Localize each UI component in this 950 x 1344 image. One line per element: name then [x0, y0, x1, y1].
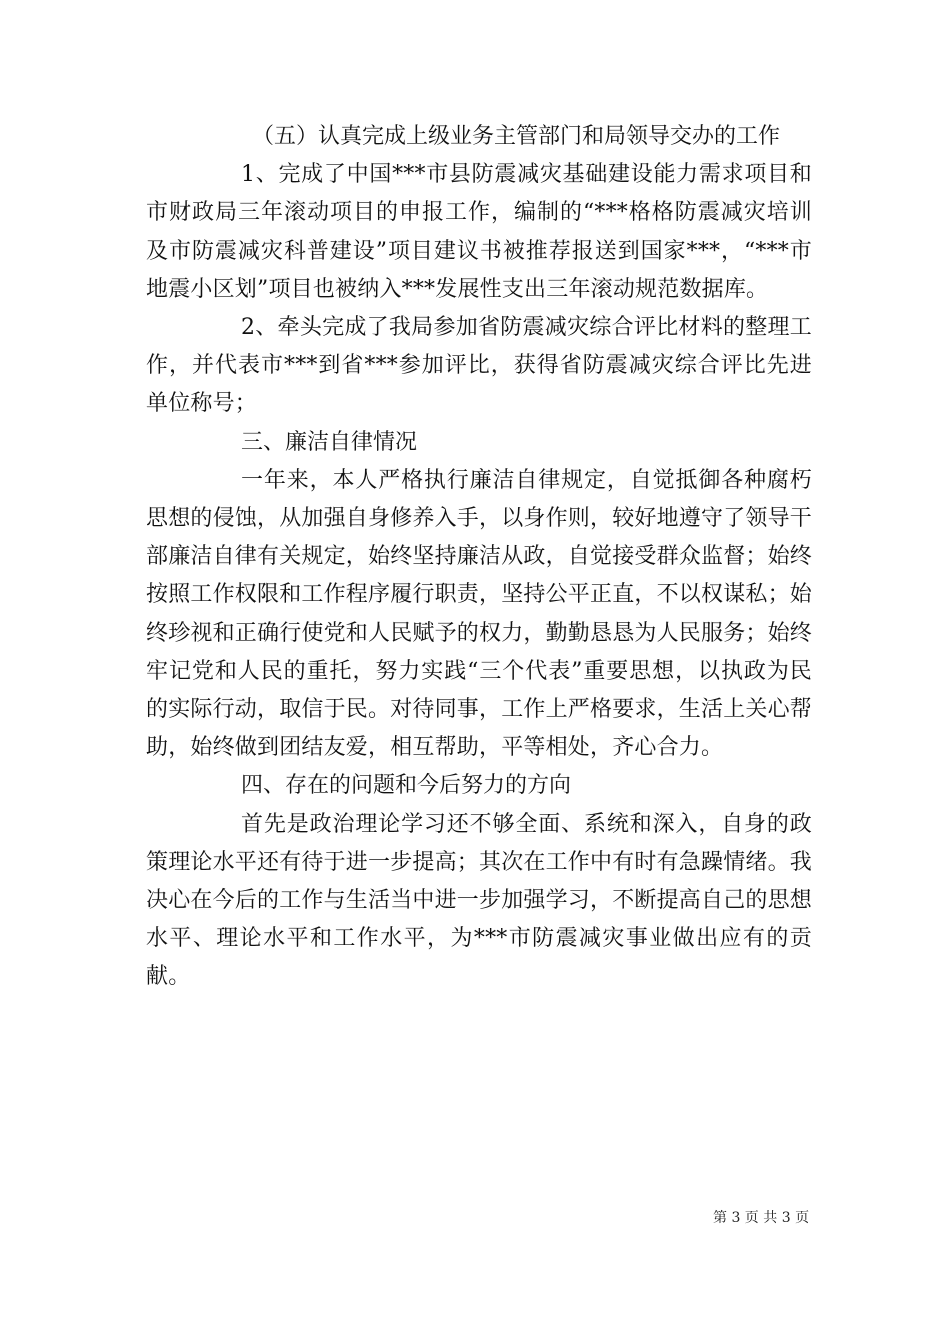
document-body [146, 118, 812, 997]
paragraph-item-1: 1、完成了中国***市县防震减灾基础建设能力需求项目和市财政局三年滚动项目的申报工作，编制的“***格格防震减灾培训及市防震减灾科普建设”项目建议书被推荐报送到国家***，“***市地震小区划”项目也被纳入***发展性支出三年滚动规范数据库。 [146, 162, 812, 302]
section-heading-five: （五）认真完成上级业务主管部门和局领导交办的工作 [252, 124, 781, 149]
heading-integrity: 三、廉洁自律情况 [241, 429, 418, 455]
paragraph-item-2: 2、牵头完成了我局参加省防震减灾综合评比材料的整理工作，并代表市***到省***参加评比，获得省防震减灾综合评比先进单位称号； [146, 315, 812, 417]
page-number: 第 3 页 共 3 页 [713, 1210, 810, 1226]
paragraph-integrity: 一年来，本人严格执行廉洁自律规定，自觉抵御各种腐朽思想的侵蚀，从加强自身修养入手，以身作则，较好地遵守了领导干部廉洁自律有关规定，始终坚持廉洁从政，自觉接受群众监督；始终按照工作权限和工作程序履行职责，坚持公平正直，不以权谋私；始终珍视和正确行使党和人民赋予的权力，勤勤恳恳为人民服务；始终牢记党和人民的重托，努力实践“三个代表”重要思想，以执政为民的实际行动，取信于民。对待同事，工作上严格要求，生活上关心帮助，始终做到团结友爱，相互帮助，平等相处，齐心合力。 [146, 467, 813, 761]
paragraph-problems: 首先是政治理论学习还不够全面、系统和深入，自身的政策理论水平还有待于进一步提高；其次在工作中有时有急躁情绪。我决心在今后的工作与生活当中进一步加强学习，不断提高自己的思想水平、理论水平和工作水平，为***市防震减灾事业做出应有的贡献。 [146, 811, 813, 990]
heading-problems: 四、存在的问题和今后努力的方向 [241, 773, 572, 799]
